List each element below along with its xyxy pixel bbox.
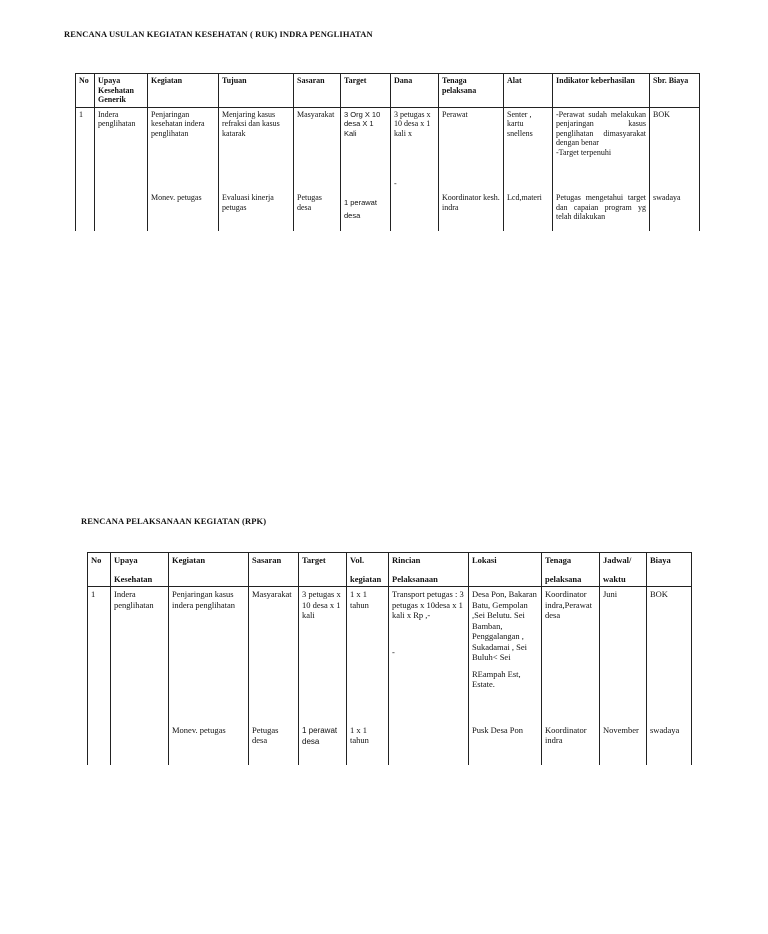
table-row (76, 107, 700, 191)
cell-tujuan: Evaluasi kinerja petugas (219, 191, 294, 231)
rpk-header-no: No (88, 553, 111, 587)
cell-no (88, 723, 111, 765)
rpk-header-vol-sub: kegiatan (350, 573, 382, 584)
ruk-header-row (76, 74, 700, 108)
rpk-header-tenaga (542, 553, 600, 587)
rpk-header-tenaga-sub: pelaksana (545, 573, 582, 584)
cell-biaya: swadaya (650, 191, 700, 231)
cell-sasaran: Masyarakat (249, 587, 299, 723)
rpk-header-jadwal-label: Jadwal/ (603, 555, 632, 565)
cell-vol: 1 x 1 tahun (347, 723, 389, 765)
dana-dash: - (394, 179, 397, 188)
rpk-header-rincian-label: Rincian (392, 555, 421, 565)
cell-upaya (111, 723, 169, 765)
cell-upaya: Indera penglihatan (95, 107, 148, 191)
rpk-header-lokasi: Lokasi (469, 553, 542, 587)
rpk-header-tenaga-label: Tenaga (545, 555, 572, 565)
lokasi-tail: REampah Est, Estate. (472, 668, 521, 689)
ruk-header-indikator: Indikator keberhasilan (553, 74, 650, 108)
rpk-title: RENCANA PELAKSANAAN KEGIATAN (RPK) (81, 516, 267, 526)
cell-upaya (95, 191, 148, 231)
rpk-header-target: Target (299, 553, 347, 587)
ruk-table (75, 73, 700, 231)
rpk-header-kegiatan: Kegiatan (169, 553, 249, 587)
rpk-header-biaya: Biaya (647, 553, 692, 587)
ruk-header-target: Target (341, 74, 391, 108)
table-row (76, 191, 700, 231)
cell-rincian (389, 723, 469, 765)
rpk-header-jadwal-sub: waktu (603, 573, 626, 584)
cell-kegiatan: Monev. petugas (148, 191, 219, 231)
cell-sasaran: Petugas desa (294, 191, 341, 231)
cell-alat: Lcd,materi (504, 191, 553, 231)
cell-tenaga: Koordinator kesh. indra (439, 191, 504, 231)
cell-sasaran: Petugas desa (249, 723, 299, 765)
ruk-header-tenaga: Tenaga pelaksana (439, 74, 504, 108)
cell-target (341, 191, 391, 231)
cell-lokasi: Pusk Desa Pon (469, 723, 542, 765)
ruk-header-kegiatan: Kegiatan (148, 74, 219, 108)
cell-kegiatan: Penjaringan kasus indera penglihatan (169, 587, 249, 723)
ruk-header-biaya: Sbr. Biaya (650, 74, 700, 108)
cell-kegiatan: Monev. petugas (169, 723, 249, 765)
cell-indikator (553, 191, 650, 231)
ruk-header-sasaran: Sasaran (294, 74, 341, 108)
cell-biaya: BOK (650, 107, 700, 191)
target-text: 1 perawat desa (344, 198, 377, 220)
ruk-header-dana: Dana (391, 74, 439, 108)
cell-indikator (553, 107, 650, 191)
cell-tenaga: Koordinator indra (542, 723, 600, 765)
cell-sasaran: Masyarakat (294, 107, 341, 191)
indikator-line: Petugas mengetahui target dan capaian program yg telah dilakukan (556, 193, 646, 221)
indikator-line: -Target terpenuhi (556, 147, 612, 157)
table-row (88, 587, 692, 723)
cell-tujuan: Menjaring kasus refraksi dan kasus katarak (219, 107, 294, 191)
cell-tenaga: Perawat (439, 107, 504, 191)
rpk-header-upaya-sub: Kesehatan (114, 573, 153, 584)
rincian-text: Transport petugas : 3 petugas x 10desa x 1 kali x Rp ,- (392, 589, 464, 620)
rpk-table (87, 552, 692, 765)
rincian-dash: - (392, 646, 395, 657)
cell-target: 1 perawat desa (299, 723, 347, 765)
cell-target: 3 petugas x 10 desa x 1 kali (299, 587, 347, 723)
ruk-header-alat: Alat (504, 74, 553, 108)
ruk-header-no: No (76, 74, 95, 108)
cell-biaya: BOK (647, 587, 692, 723)
indikator-line: -Perawat sudah melakukan penjaringan kasus penglihatan dimasyarakat dengan benar (556, 109, 646, 147)
rpk-header-vol-label: Vol. (350, 555, 365, 565)
rpk-header-rincian (389, 553, 469, 587)
cell-no: 1 (88, 587, 111, 723)
rpk-header-row (88, 553, 692, 587)
cell-vol: 1 x 1 tahun (347, 587, 389, 723)
cell-no: 1 (76, 107, 95, 191)
rpk-header-sasaran: Sasaran (249, 553, 299, 587)
rpk-header-upaya (111, 553, 169, 587)
rpk-header-jadwal (600, 553, 647, 587)
cell-no (76, 191, 95, 231)
table-row (88, 723, 692, 765)
ruk-header-tujuan: Tujuan (219, 74, 294, 108)
cell-upaya: Indera penglihatan (111, 587, 169, 723)
ruk-title: RENCANA USULAN KEGIATAN KESEHATAN ( RUK) INDRA PENGLIHATAN (64, 29, 373, 39)
cell-kegiatan: Penjaringan kesehatan indera penglihatan (148, 107, 219, 191)
cell-lokasi (469, 587, 542, 723)
cell-target: 3 Org X 10 desa X 1 Kali (341, 107, 391, 191)
cell-rincian (389, 587, 469, 723)
rpk-header-upaya-label: Upaya (114, 555, 138, 565)
cell-dana (391, 179, 439, 231)
cell-jadwal: Juni (600, 587, 647, 723)
cell-dana: 3 petugas x 10 desa x 1 kali x (391, 107, 439, 191)
cell-alat: Senter , kartu snellens (504, 107, 553, 191)
rpk-header-rincian-sub: Pelaksanaan (392, 573, 438, 584)
rpk-header-vol (347, 553, 389, 587)
cell-tenaga: Koordinator indra,Perawat desa (542, 587, 600, 723)
lokasi-text: Desa Pon, Bakaran Batu, Gempolan ,Sei Belutu. Sei Bamban, Penggalangan , Sukadamai , Sei Buluh< Sei (472, 589, 537, 662)
ruk-header-upaya: Upaya Kesehatan Generik (95, 74, 148, 108)
cell-biaya: swadaya (647, 723, 692, 765)
cell-jadwal: November (600, 723, 647, 765)
